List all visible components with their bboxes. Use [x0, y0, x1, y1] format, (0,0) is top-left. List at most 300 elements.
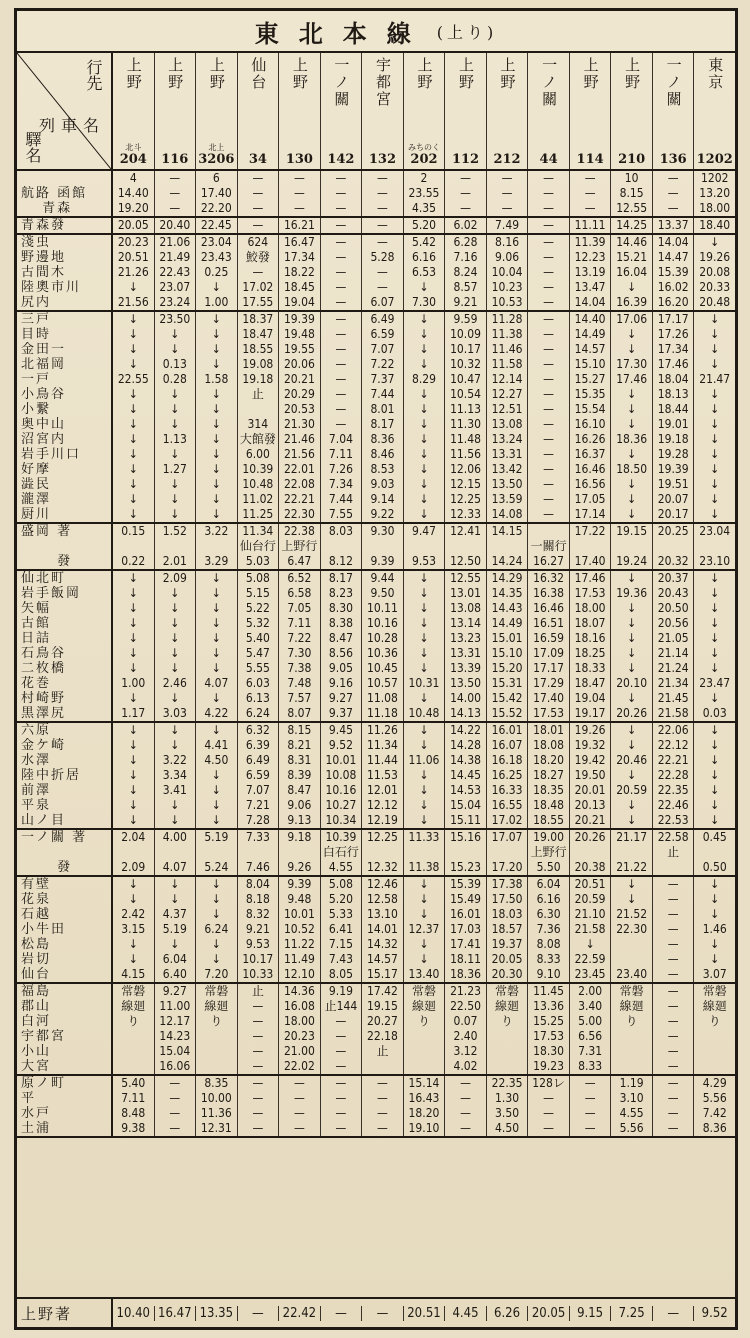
time-cell: — — [528, 387, 570, 402]
time-cell: — — [321, 402, 363, 417]
time-cell: 10.11 — [362, 601, 404, 616]
time-cell: 4.41 — [196, 738, 238, 753]
time-cell: ↓ — [113, 616, 155, 631]
time-cell: り — [487, 1014, 529, 1029]
table-row — [113, 554, 735, 569]
time-cell: 21.47 — [699, 372, 731, 386]
time-cell: 14.36 — [279, 984, 321, 999]
station-name: 日詰 — [21, 631, 52, 646]
time-cell: 10.39 — [238, 462, 280, 477]
time-cell: 6.07 — [362, 295, 404, 310]
time-cell: 14.28 — [445, 738, 487, 753]
time-cell — [487, 1044, 529, 1059]
time-cell: 7.22 — [279, 631, 321, 646]
time-cell: 8.47 — [279, 783, 321, 798]
time-cell: 23.47 — [699, 676, 731, 690]
time-cell: 6.56 — [570, 1029, 612, 1044]
time-cell: 2.40 — [445, 1029, 487, 1044]
train-column — [155, 53, 197, 169]
time-cell: 18.25 — [570, 646, 612, 661]
time-cell: 9.16 — [321, 676, 363, 691]
corner-dest-label: 行先 — [84, 59, 103, 91]
time-cell: 7.11 — [279, 616, 321, 631]
time-cell: 22.28 — [653, 768, 695, 783]
time-cell: ↓ — [155, 937, 197, 952]
time-cell: 5.08 — [238, 571, 280, 586]
time-cell: — — [238, 1044, 280, 1059]
time-cell: — — [321, 218, 363, 233]
time-cell: — — [321, 280, 363, 295]
time-cell: 7.30 — [279, 646, 321, 661]
time-cell: 7.34 — [321, 477, 363, 492]
time-cell: 13.20 — [699, 186, 731, 200]
train-column — [238, 53, 280, 169]
time-cell: — — [321, 1029, 363, 1044]
time-cell: 5.24 — [196, 860, 238, 875]
table-row — [113, 586, 735, 601]
time-cell: 20.53 — [279, 402, 321, 417]
time-cell: 線廻 — [702, 999, 727, 1013]
table-row — [113, 813, 735, 828]
time-cell: — — [653, 171, 695, 186]
time-cell: 8.08 — [528, 937, 570, 952]
table-row — [113, 186, 735, 201]
time-cell: 10.33 — [238, 967, 280, 982]
time-cell: 16.43 — [404, 1091, 446, 1106]
time-cell: ↓ — [196, 661, 238, 676]
time-cell: 19.18 — [653, 432, 695, 447]
time-cell: — — [528, 265, 570, 280]
time-cell: ↓ — [113, 357, 155, 372]
time-cell: 18.16 — [570, 631, 612, 646]
time-cell: — — [653, 1076, 695, 1091]
time-cell: 7.22 — [362, 357, 404, 372]
time-cell: 7.28 — [238, 813, 280, 828]
time-cell: — — [362, 265, 404, 280]
time-cell: 10.48 — [404, 706, 446, 721]
station-name: 陸奧市川 — [21, 280, 82, 295]
time-cell: 12.12 — [362, 798, 404, 813]
time-cell: 12.32 — [362, 860, 404, 875]
time-cell: ↓ — [710, 447, 720, 461]
time-cell: 4.55 — [321, 860, 363, 875]
time-cell: 20.51 — [113, 250, 155, 265]
time-cell: — — [570, 1121, 612, 1136]
time-cell: 4.00 — [155, 830, 197, 845]
time-cell: 20.26 — [611, 706, 653, 721]
time-cell: 314 — [238, 417, 280, 432]
time-cell: — — [238, 1014, 280, 1029]
time-cell: — — [528, 201, 570, 216]
train-column — [487, 53, 529, 169]
time-cell: ↓ — [611, 342, 653, 357]
time-cell: 13.50 — [445, 676, 487, 691]
time-cell: 0.13 — [155, 357, 197, 372]
time-cell: 0.07 — [445, 1014, 487, 1029]
time-cell: — — [653, 892, 695, 907]
time-cell: 1.52 — [155, 524, 197, 539]
time-cell: — — [445, 201, 487, 216]
time-cell: ↓ — [113, 661, 155, 676]
train-number-cell — [327, 139, 354, 169]
time-cell: ↓ — [710, 432, 720, 446]
corner-train-label: 列車名 — [38, 116, 105, 135]
time-cell: 0.45 — [702, 830, 727, 844]
time-cell: ↓ — [404, 492, 446, 507]
time-cell: 7.07 — [362, 342, 404, 357]
time-cell: ↓ — [113, 402, 155, 417]
time-cell: 22.38 — [279, 524, 321, 539]
footer-time-cell: 9.15 — [570, 1306, 612, 1321]
time-cell: 12.10 — [279, 967, 321, 982]
time-cell: 8.23 — [321, 586, 363, 601]
time-cell: 3.10 — [611, 1091, 653, 1106]
time-cell: — — [528, 462, 570, 477]
time-cell: — — [528, 357, 570, 372]
time-cell: 7.43 — [321, 952, 363, 967]
time-cell: 11.38 — [404, 860, 446, 875]
time-cell: 7.55 — [321, 507, 363, 522]
time-cell: 4 — [113, 171, 155, 186]
time-cell: 11.22 — [279, 937, 321, 952]
time-cell: — — [321, 357, 363, 372]
station-name: 水戸 — [21, 1106, 52, 1121]
station-name: 岩手川口 — [21, 447, 82, 462]
station-name: 澁民 — [21, 477, 52, 492]
time-cell: 4.22 — [196, 706, 238, 721]
time-cell: ↓ — [404, 646, 446, 661]
time-cell: 5.56 — [611, 1121, 653, 1136]
train-destination: 宇都宮 — [373, 57, 392, 108]
train-destination: 上野 — [415, 57, 434, 91]
time-cell: — — [528, 507, 570, 522]
time-cell: 9.06 — [487, 250, 529, 265]
train-number-cell — [697, 139, 733, 169]
time-cell: 7.57 — [279, 691, 321, 706]
time-cell: 鮫發 — [238, 250, 280, 265]
time-cell: 11.18 — [362, 706, 404, 721]
time-cell: ↓ — [155, 616, 197, 631]
time-cell: 17.09 — [528, 646, 570, 661]
table-row — [113, 907, 735, 922]
time-cell: 9.21 — [238, 922, 280, 937]
time-cell: 0.15 — [113, 524, 155, 539]
train-column — [362, 53, 404, 169]
time-cell: ↓ — [710, 387, 720, 401]
time-cell: 5.20 — [321, 892, 363, 907]
time-cell: 23.07 — [155, 280, 197, 295]
time-cell: ↓ — [113, 417, 155, 432]
time-cell: ↓ — [155, 402, 197, 417]
time-cell: 13.24 — [487, 432, 529, 447]
time-cell: 常磐 — [196, 984, 238, 999]
time-cell: ↓ — [710, 462, 720, 476]
time-cell: ↓ — [113, 892, 155, 907]
time-cell: — — [321, 186, 363, 201]
table-title: 東北本線 — [254, 18, 431, 48]
time-cell: ↓ — [611, 738, 653, 753]
time-cell: 19.37 — [487, 937, 529, 952]
station-name: 山ノ目 — [21, 813, 67, 828]
table-row — [113, 524, 735, 539]
station-name: 花巻 — [21, 676, 52, 691]
time-cell: — — [445, 171, 487, 186]
train-destination: 一ノ關 — [332, 57, 351, 108]
time-cell — [155, 845, 197, 860]
table-row — [113, 372, 735, 387]
time-cell: ↓ — [404, 342, 446, 357]
time-cell: 1.58 — [196, 372, 238, 387]
time-cell: 7.07 — [238, 783, 280, 798]
time-cell: ↓ — [196, 616, 238, 631]
time-cell: 10.00 — [196, 1091, 238, 1106]
time-cell: ↓ — [404, 507, 446, 522]
time-cell — [487, 539, 529, 554]
time-cell: 3.07 — [702, 967, 727, 981]
time-cell: — — [445, 1076, 487, 1091]
time-cell — [694, 845, 735, 860]
time-cell: 17.40 — [570, 554, 612, 569]
time-cell: 12.55 — [611, 201, 653, 216]
table-row — [113, 402, 735, 417]
station-name: 淺虫 — [21, 235, 52, 250]
time-cell: 22.50 — [445, 999, 487, 1014]
time-cell: 3.15 — [113, 922, 155, 937]
time-cell: ↓ — [155, 691, 197, 706]
time-cell: — — [279, 1121, 321, 1136]
time-cell: 8.21 — [279, 738, 321, 753]
time-cell: 8.05 — [321, 967, 363, 982]
time-cell: 7.15 — [321, 937, 363, 952]
time-cell: 22.45 — [196, 218, 238, 233]
time-cell: ↓ — [404, 432, 446, 447]
table-row — [113, 327, 735, 342]
station-name: 發 — [21, 554, 73, 569]
time-cell: 3.41 — [155, 783, 197, 798]
train-column — [694, 53, 735, 169]
station-name: 黒澤尻 — [21, 706, 67, 721]
time-cell: — — [238, 201, 280, 216]
station-name: 古館 — [21, 616, 52, 631]
table-row — [113, 462, 735, 477]
time-cell: 9.39 — [279, 877, 321, 892]
time-cell — [238, 845, 280, 860]
table-row — [113, 661, 735, 676]
time-cell: 11.58 — [487, 357, 529, 372]
train-number: 136 — [659, 152, 687, 167]
time-cell: 10.45 — [362, 661, 404, 676]
time-cell: 8.53 — [362, 462, 404, 477]
time-cell: 19.39 — [279, 312, 321, 327]
time-cell: 22.58 — [653, 830, 695, 845]
time-cell: ↓ — [710, 783, 720, 797]
time-cell: 常磐 — [404, 984, 446, 999]
time-cell: 12.06 — [445, 462, 487, 477]
table-row — [113, 1059, 735, 1074]
time-cell — [611, 845, 653, 860]
time-cell: 16.07 — [487, 738, 529, 753]
time-cell: — — [362, 1076, 404, 1091]
time-cell: — — [362, 201, 404, 216]
time-cell: 20.32 — [653, 554, 695, 569]
time-cell: ↓ — [155, 507, 197, 522]
time-cell: 13.50 — [487, 477, 529, 492]
time-cell: — — [362, 1091, 404, 1106]
time-cell: 2.09 — [113, 860, 155, 875]
time-cell: 8.03 — [321, 524, 363, 539]
station-name: 六原 — [21, 723, 52, 738]
time-cell: 8.38 — [321, 616, 363, 631]
time-cell: 15.42 — [487, 691, 529, 706]
time-cell: 17.02 — [238, 280, 280, 295]
table-row — [113, 1091, 735, 1106]
time-cell: ↓ — [404, 417, 446, 432]
time-cell: ↓ — [196, 432, 238, 447]
time-cell: 6.40 — [155, 967, 197, 982]
time-cell: ↓ — [113, 798, 155, 813]
time-cell: 4.50 — [196, 753, 238, 768]
time-cell: ↓ — [404, 571, 446, 586]
time-cell: — — [445, 186, 487, 201]
train-number-cell — [198, 139, 234, 169]
train-number-cell — [369, 139, 396, 169]
train-nickname: みちのく — [407, 143, 440, 152]
time-cell: 11.06 — [404, 753, 446, 768]
station-name: 宇都宮 — [21, 1029, 67, 1044]
station-name: 小繋 — [21, 402, 52, 417]
time-cell: 14.29 — [487, 571, 529, 586]
time-cell: 20.23 — [113, 235, 155, 250]
time-cell: 18.03 — [487, 907, 529, 922]
time-cell: 7.33 — [238, 830, 280, 845]
time-cell: 18.11 — [445, 952, 487, 967]
time-cell: ↓ — [113, 492, 155, 507]
time-cell: ↓ — [113, 586, 155, 601]
table-row — [113, 601, 735, 616]
station-name: 一戸 — [21, 372, 52, 387]
time-cell: 10.34 — [321, 813, 363, 828]
footer-row — [17, 1297, 735, 1327]
table-row — [113, 1121, 735, 1136]
time-cell: 22.02 — [279, 1059, 321, 1074]
time-cell: 9.13 — [279, 813, 321, 828]
station-name: 目時 — [21, 327, 52, 342]
time-cell: 12.46 — [362, 877, 404, 892]
time-cell — [404, 1029, 446, 1044]
time-cell: 12.25 — [362, 830, 404, 845]
time-cell: ↓ — [611, 798, 653, 813]
timetable-sheet — [14, 8, 738, 1330]
time-cell: ↓ — [196, 402, 238, 417]
time-cell: — — [653, 1014, 695, 1029]
time-cell: 14.40 — [570, 312, 612, 327]
time-cell: 3.03 — [155, 706, 197, 721]
time-cell: 17.38 — [487, 877, 529, 892]
time-cell: 20.08 — [699, 265, 731, 279]
time-cell: ↓ — [196, 571, 238, 586]
time-cell: 8.47 — [321, 631, 363, 646]
time-cell: 8.29 — [404, 372, 446, 387]
time-cell: 14.32 — [362, 937, 404, 952]
time-cell: ↓ — [196, 586, 238, 601]
time-cell: 16.10 — [570, 417, 612, 432]
time-cell: ↓ — [196, 892, 238, 907]
time-cell: ↓ — [196, 768, 238, 783]
time-cell: 7.37 — [362, 372, 404, 387]
table-row — [113, 235, 735, 250]
table-row — [113, 477, 735, 492]
time-cell: ↓ — [155, 601, 197, 616]
table-row — [113, 860, 735, 875]
time-cell: 8.30 — [321, 601, 363, 616]
time-cell: 18.00 — [699, 201, 731, 215]
train-number: 3206 — [198, 152, 235, 167]
table-row — [113, 1044, 735, 1059]
time-cell: ↓ — [710, 937, 720, 951]
time-cell: ↓ — [113, 952, 155, 967]
time-cell: ↓ — [611, 280, 653, 295]
time-cell: 20.13 — [570, 798, 612, 813]
time-cell: 9.18 — [279, 830, 321, 845]
time-cell: 12.01 — [362, 783, 404, 798]
time-cell: 22.12 — [653, 738, 695, 753]
time-cell: 23.04 — [196, 235, 238, 250]
time-cell: 14.08 — [487, 507, 529, 522]
station-name: 石越 — [21, 907, 52, 922]
time-cell: — — [445, 1106, 487, 1121]
time-cell: 8.31 — [279, 753, 321, 768]
time-cell: 7.04 — [321, 432, 363, 447]
time-cell: 21.45 — [653, 691, 695, 706]
time-cell: 6.04 — [155, 952, 197, 967]
time-cell: 9.53 — [404, 554, 446, 569]
station-name: 郡山 — [21, 999, 52, 1014]
time-cell: 14.04 — [653, 235, 695, 250]
time-cell: 3.22 — [155, 753, 197, 768]
table-row — [113, 357, 735, 372]
station-name — [17, 539, 21, 554]
time-cell: — — [321, 250, 363, 265]
table-row — [113, 1106, 735, 1121]
time-cell: り — [196, 1014, 238, 1029]
station-name: 航路 函館 — [21, 186, 88, 201]
time-cell: — — [362, 1121, 404, 1136]
time-cell: 14.45 — [445, 768, 487, 783]
train-destination: 上野 — [457, 57, 476, 91]
time-cell: 22.46 — [653, 798, 695, 813]
time-cell: ↓ — [196, 447, 238, 462]
time-cell: 16.46 — [570, 462, 612, 477]
time-cell: ↓ — [196, 492, 238, 507]
time-cell — [487, 1029, 529, 1044]
time-cell: 常磐 — [611, 984, 653, 999]
time-cell: — — [528, 417, 570, 432]
time-cell: ↓ — [611, 691, 653, 706]
time-cell: 線廻 — [487, 999, 529, 1014]
table-row — [113, 265, 735, 280]
train-nickname: 北上 — [208, 143, 225, 152]
time-cell: ↓ — [710, 507, 720, 521]
footer-time-cell: — — [362, 1306, 404, 1321]
time-cell: 9.06 — [279, 798, 321, 813]
time-cell: 16.56 — [570, 477, 612, 492]
time-cell: ↓ — [113, 462, 155, 477]
time-cell: 16.25 — [487, 768, 529, 783]
time-cell: 上野行 — [528, 845, 570, 860]
station-name: 金田一 — [21, 342, 67, 357]
time-cell: 22.06 — [653, 723, 695, 738]
time-cell: ↓ — [155, 661, 197, 676]
